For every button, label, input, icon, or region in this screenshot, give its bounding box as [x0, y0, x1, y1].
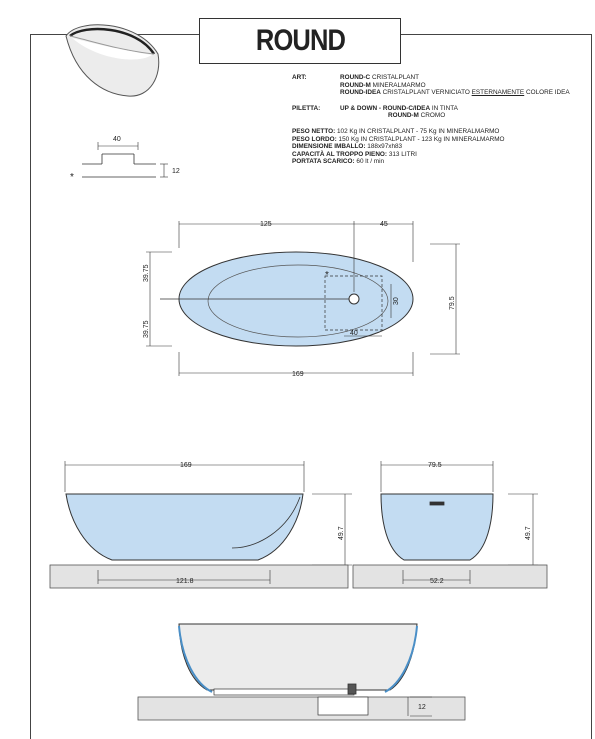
- spec-peso-lordo-value: 150 Kg IN CRISTALPLANT - 123 Kg IN MINERALMARMO: [338, 135, 505, 143]
- plan-dim-right: 45: [380, 221, 388, 228]
- spec-peso-lordo-label: PESO LORDO:: [292, 135, 337, 143]
- plan-dim-half-bottom: 39.75: [143, 320, 150, 338]
- front-dim-width: 169: [180, 462, 192, 469]
- spec-imballo-value: 188x97xh83: [367, 143, 403, 151]
- spec-art-model-2: ROUND-M: [340, 81, 371, 89]
- spec-piletta-desc-2: CROMO: [420, 112, 446, 120]
- front-dim-base: 121.8: [176, 578, 194, 585]
- side-dim-width: 79.5: [428, 462, 442, 469]
- side-dim-height: 49.7: [525, 526, 532, 540]
- section-dim: 12: [418, 704, 426, 711]
- drain-detail: [82, 142, 168, 177]
- detail-dim-height: 12: [172, 168, 180, 175]
- spec-capacita-label: CAPACITÀ AL TROPPO PIENO:: [292, 150, 388, 158]
- spec-piletta-desc-1: IN TINTA: [431, 104, 458, 112]
- spec-art-desc-2: MINERALMARMO: [372, 81, 426, 89]
- spec-capacita-value: 313 LITRI: [388, 150, 417, 158]
- plan-drain-height: 30: [393, 297, 400, 305]
- spec-art-key: ART:: [292, 74, 307, 81]
- spec-portata-label: PORTATA SCARICO:: [292, 158, 355, 166]
- detail-dim-width: 40: [113, 136, 121, 143]
- spec-portata-value: 60 lt / min: [356, 158, 385, 166]
- spec-peso-netto-value: 102 Kg IN CRISTALPLANT - 75 Kg IN MINERALMARMO: [336, 127, 500, 135]
- spec-art-desc-1: CRISTALPLANT: [371, 74, 420, 81]
- spec-peso-netto-label: PESO NETTO:: [292, 127, 336, 135]
- spec-imballo-label: DIMENSIONE IMBALLO:: [292, 143, 366, 151]
- plan-dim-depth: 79.5: [449, 296, 456, 310]
- spec-art-underlined: ESTERNAMENTE: [471, 89, 525, 97]
- page-title: ROUND: [255, 24, 345, 57]
- spec-piletta-model-2: ROUND-M: [388, 112, 419, 120]
- plan-dim-left: 125: [260, 221, 272, 228]
- side-elevation: [353, 461, 547, 588]
- front-elevation: [50, 461, 352, 588]
- plan-drain-width: 40: [350, 330, 358, 337]
- section-view: [138, 624, 465, 720]
- plan-marker: *: [325, 270, 329, 281]
- plan-dim-half-top: 39.75: [143, 264, 150, 282]
- spec-art-model-3: ROUND-IDEA: [340, 89, 381, 97]
- front-dim-height: 49.7: [338, 526, 345, 540]
- spec-art-desc-3b: COLORE IDEA: [525, 89, 570, 97]
- spec-art-model-1: ROUND-C: [340, 74, 371, 81]
- spec-art-desc-3: CRISTALPLANT VERNICIATO: [382, 89, 470, 97]
- spec-piletta-model-1: UP & DOWN - ROUND-C/IDEA: [340, 104, 431, 112]
- plan-dim-total: 169: [292, 371, 304, 378]
- spec-piletta-key: PILETTA:: [292, 104, 321, 112]
- side-dim-base: 52.2: [430, 578, 444, 585]
- detail-marker: *: [70, 172, 74, 183]
- plan-view: [146, 221, 460, 376]
